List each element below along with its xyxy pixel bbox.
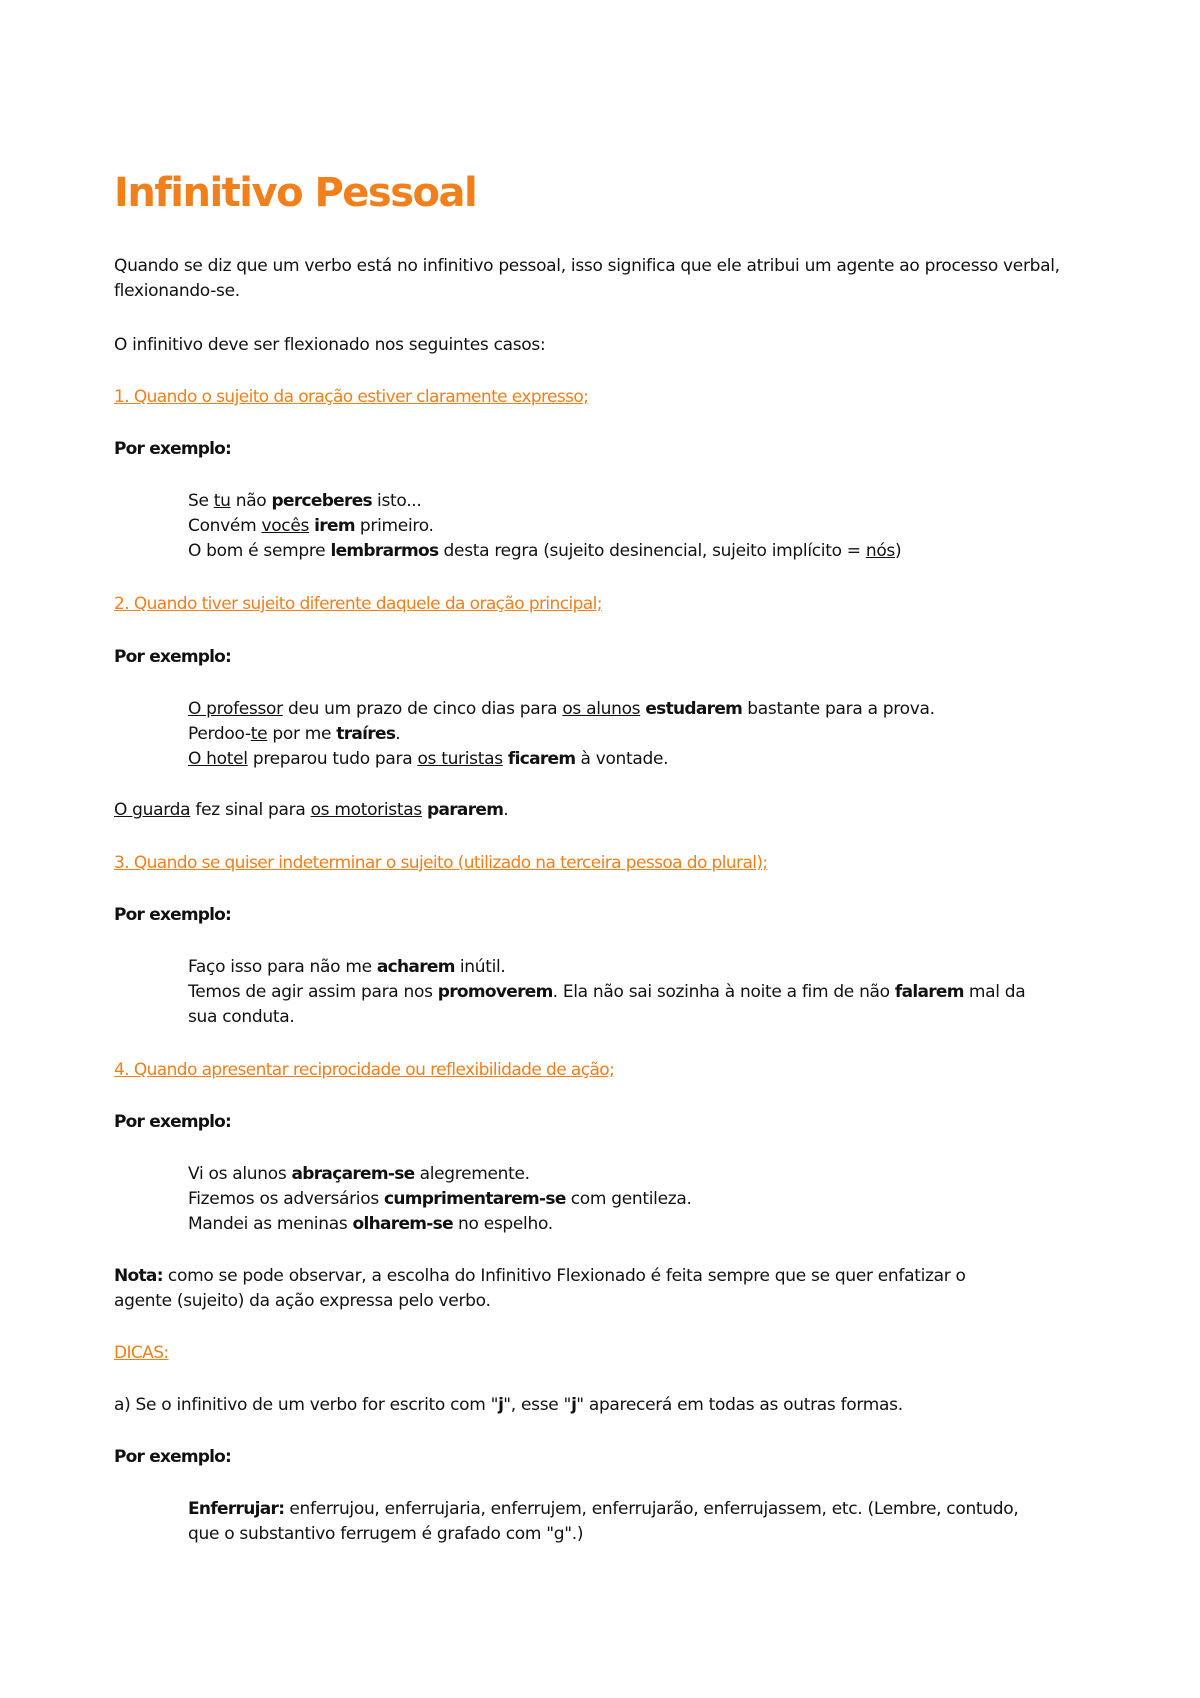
example-line: O professor deu um prazo de cinco dias para os alunos estudarem bastante para a prova. — [188, 699, 935, 719]
example-label-4: Por exemplo: — [114, 1112, 232, 1132]
example-line: Se tu não perceberes isto... — [188, 491, 422, 511]
example-label-1: Por exemplo: — [114, 439, 232, 459]
tip-example: Enferrujar: enferrujou, enferrujaria, enferrujem, enferrujarão, enferrujassem, etc. (Lembre, contudo, — [188, 1499, 1019, 1519]
section-3-heading: 3. Quando se quiser indeterminar o sujeito (utilizado na terceira pessoa do plural); — [114, 853, 768, 873]
example-line: Convém vocês irem primeiro. — [188, 516, 434, 536]
example-line: Temos de agir assim para nos promoverem. Ela não sai sozinha à noite a fim de não falarem mal da — [188, 982, 1026, 1002]
example-line: Perdoo-te por me traíres. — [188, 724, 401, 744]
cases-intro: O infinitivo deve ser flexionado nos seguintes casos: — [114, 335, 546, 355]
example-line: O guarda fez sinal para os motoristas pararem. — [114, 800, 509, 820]
tips-heading: DICAS: — [114, 1343, 169, 1363]
example-label-5: Por exemplo: — [114, 1447, 232, 1467]
intro-paragraph: Quando se diz que um verbo está no infinitivo pessoal, isso significa que ele atribui um agente ao processo verbal, flexionando-se. — [114, 256, 1060, 301]
section-4-heading: 4. Quando apresentar reciprocidade ou reflexibilidade de ação; — [114, 1060, 615, 1080]
example-line: Vi os alunos abraçarem-se alegremente. — [188, 1164, 530, 1184]
section-2-heading: 2. Quando tiver sujeito diferente daquele da oração principal; — [114, 594, 602, 614]
example-line: Mandei as meninas olharem-se no espelho. — [188, 1214, 553, 1234]
note-paragraph-cont: agente (sujeito) da ação expressa pelo verbo. — [114, 1291, 491, 1311]
example-label-3: Por exemplo: — [114, 905, 232, 925]
page-title: Infinitivo Pessoal — [114, 170, 477, 216]
tip-example-cont: que o substantivo ferrugem é grafado com "g".) — [188, 1524, 584, 1544]
tip-a: a) Se o infinitivo de um verbo for escrito com "j", esse "j" aparecerá em todas as outras formas. — [114, 1395, 903, 1415]
example-line: Faço isso para não me acharem inútil. — [188, 957, 506, 977]
example-line: O bom é sempre lembrarmos desta regra (sujeito desinencial, sujeito implícito = nós) — [188, 541, 902, 561]
example-line: O hotel preparou tudo para os turistas ficarem à vontade. — [188, 749, 669, 769]
section-1-heading: 1. Quando o sujeito da oração estiver claramente expresso; — [114, 387, 589, 407]
example-label-2: Por exemplo: — [114, 647, 232, 667]
example-line: sua conduta. — [188, 1007, 295, 1027]
note-paragraph: Nota: como se pode observar, a escolha do Infinitivo Flexionado é feita sempre que se quer enfatizar o — [114, 1266, 966, 1286]
example-line: Fizemos os adversários cumprimentarem-se com gentileza. — [188, 1189, 692, 1209]
